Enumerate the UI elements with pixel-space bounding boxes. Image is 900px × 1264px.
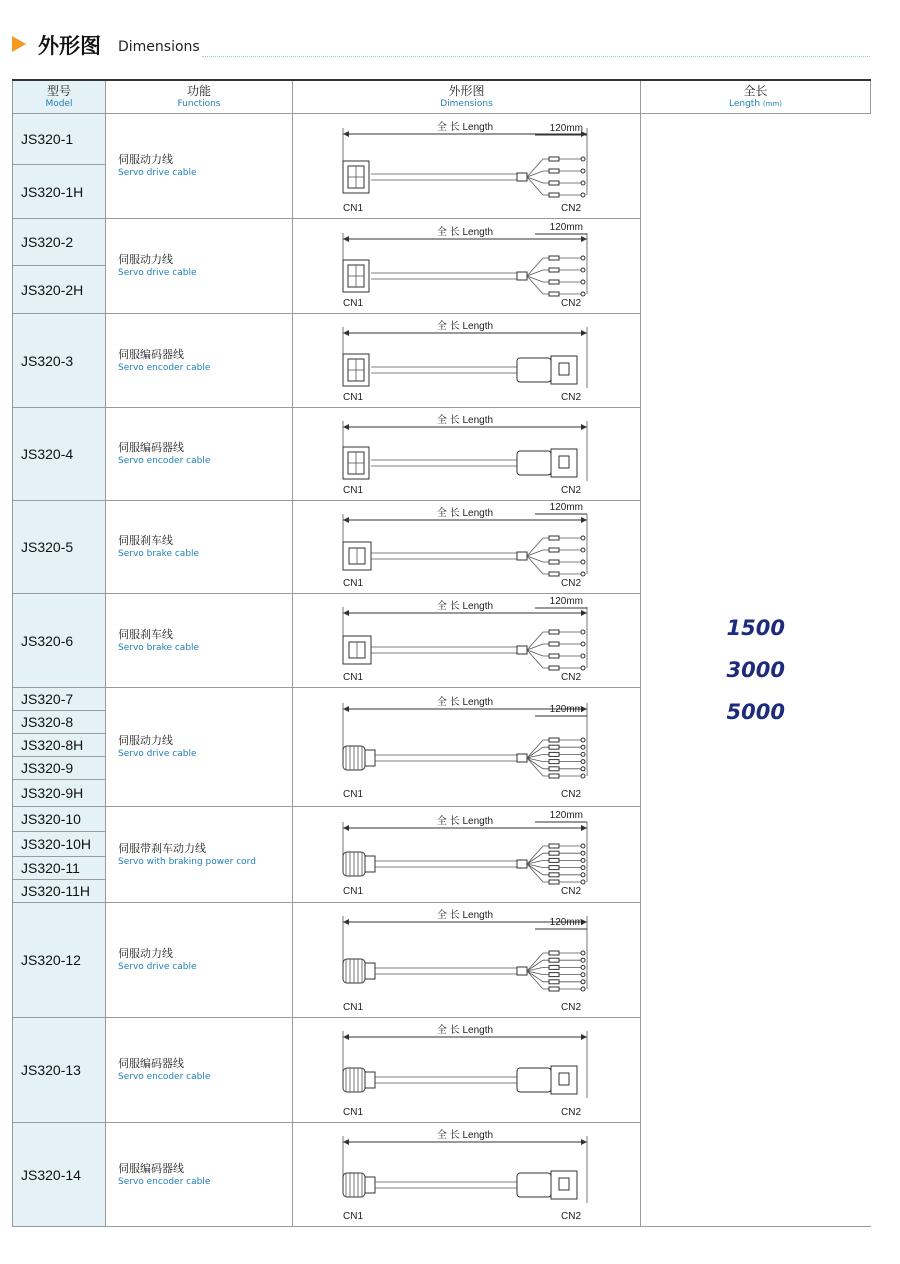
tail-length-label: 120mm <box>549 704 583 715</box>
model-cell: JS320-9H <box>13 780 106 807</box>
model-cell: JS320-13 <box>13 1018 106 1123</box>
function-zh: 伺服刹车线 <box>118 534 173 547</box>
model-cell: JS320-1 <box>13 114 106 165</box>
function-zh: 伺服编码器线 <box>118 1161 184 1175</box>
cn2-label: CN2 <box>561 789 582 800</box>
function-en: Servo drive cable <box>118 749 197 759</box>
tail-length-label: 120mm <box>549 502 583 513</box>
function-cell <box>106 903 293 1018</box>
function-zh: 伺服动力线 <box>118 734 173 747</box>
function-zh: 伺服刹车线 <box>118 627 173 641</box>
function-cell <box>106 314 293 408</box>
cable-drawing <box>293 595 639 686</box>
model-cell: JS320-1H <box>13 165 106 219</box>
cn2-label: CN2 <box>561 885 582 897</box>
length-label: 全 长 Length <box>436 508 494 519</box>
header-length: 全长 Length (mm) <box>641 80 871 114</box>
cn2-label: CN2 <box>561 485 582 496</box>
function-en: Servo drive cable <box>118 268 197 278</box>
cn1-label: CN1 <box>343 885 364 897</box>
length-label: 全 长 Length <box>436 121 494 133</box>
length-label: 全 长 Length <box>436 1025 494 1036</box>
cn2-label: CN2 <box>561 1211 582 1222</box>
function-en: Servo encoder cable <box>118 1176 211 1187</box>
dimension-cell <box>293 1123 641 1227</box>
function-cell <box>106 219 293 314</box>
function-zh: 伺服带刹车动力线 <box>118 841 206 855</box>
dimension-cell <box>293 1018 641 1123</box>
arrow-icon <box>12 36 26 52</box>
length-label: 全 长 Length <box>436 815 494 827</box>
cable-drawing <box>293 116 639 217</box>
table-header-row <box>13 80 871 114</box>
function-cell <box>106 807 293 903</box>
cn2-label: CN2 <box>561 297 582 309</box>
tail-length-label: 120mm <box>549 221 583 233</box>
cn2-label: CN2 <box>561 1002 582 1013</box>
cable-drawing <box>293 904 639 1016</box>
cable-drawing <box>293 221 639 312</box>
dimension-cell <box>293 807 641 903</box>
table-row <box>13 114 871 165</box>
function-zh: 伺服编码器线 <box>118 441 184 454</box>
length-label: 全 长 Length <box>436 415 494 426</box>
function-zh: 伺服动力线 <box>118 153 173 166</box>
cn1-label: CN1 <box>343 789 364 800</box>
function-en: Servo encoder cable <box>118 1072 211 1082</box>
cn1-label: CN1 <box>343 297 364 309</box>
tail-length-label: 120mm <box>549 917 583 928</box>
length-cell <box>641 114 871 1227</box>
header-model: 型号 Model <box>13 80 106 114</box>
function-en: Servo encoder cable <box>118 362 211 373</box>
dimension-cell <box>293 219 641 314</box>
length-value: 3000 <box>726 658 785 682</box>
cn1-label: CN1 <box>343 485 364 496</box>
function-en: Servo drive cable <box>118 962 197 972</box>
cn2-connector <box>517 1068 551 1092</box>
function-cell <box>106 594 293 688</box>
cn2-label: CN2 <box>561 202 582 214</box>
model-cell: JS320-10H <box>13 832 106 857</box>
model-cell: JS320-3 <box>13 314 106 408</box>
cn1-label: CN1 <box>343 392 364 403</box>
cn1-label: CN1 <box>343 578 364 589</box>
cable-drawing <box>293 691 639 803</box>
function-cell <box>106 408 293 501</box>
cn1-label: CN1 <box>343 1211 364 1222</box>
cable-drawing <box>293 1124 639 1225</box>
cable-drawing <box>293 1019 639 1121</box>
length-label: 全 长 Length <box>436 321 494 332</box>
section-header <box>12 30 870 60</box>
function-zh: 伺服动力线 <box>118 947 173 960</box>
dimension-cell <box>293 501 641 594</box>
tail-length-label: 120mm <box>549 122 583 134</box>
cn2-label: CN2 <box>561 1107 582 1118</box>
header-functions: 功能 Functions <box>106 80 293 114</box>
model-cell: JS320-11H <box>13 880 106 903</box>
dimension-cell <box>293 903 641 1018</box>
cn2-label: CN2 <box>561 392 582 403</box>
function-cell <box>106 501 293 594</box>
cn1-label: CN1 <box>343 1002 364 1013</box>
function-zh: 伺服动力线 <box>118 253 173 266</box>
length-label: 全 长 Length <box>436 697 494 708</box>
model-cell: JS320-2H <box>13 266 106 314</box>
model-cell: JS320-8H <box>13 734 106 757</box>
model-cell: JS320-4 <box>13 408 106 501</box>
cn2-connector <box>517 451 551 475</box>
length-value: 5000 <box>726 700 785 724</box>
length-label: 全 长 Length <box>436 601 494 612</box>
length-label: 全 长 Length <box>436 1130 494 1141</box>
model-cell: JS320-9 <box>13 757 106 780</box>
cable-drawing <box>293 409 639 499</box>
model-cell: JS320-5 <box>13 501 106 594</box>
cn2-label: CN2 <box>561 672 582 683</box>
cn1-label: CN1 <box>343 1107 364 1118</box>
section-title-zh: 外形图 <box>38 34 101 58</box>
model-cell: JS320-12 <box>13 903 106 1018</box>
dimension-cell <box>293 594 641 688</box>
function-zh: 伺服编码器线 <box>118 347 184 361</box>
header-dimensions: 外形图 Dimensions <box>293 80 641 114</box>
function-cell <box>106 114 293 219</box>
section-title-en: Dimensions <box>118 39 200 55</box>
length-label: 全 长 Length <box>436 910 494 921</box>
dimensions-table <box>12 79 871 1227</box>
model-cell: JS320-10 <box>13 807 106 832</box>
function-cell <box>106 688 293 807</box>
function-cell <box>106 1018 293 1123</box>
dimension-cell <box>293 688 641 807</box>
function-en: Servo drive cable <box>118 168 197 178</box>
cn2-label: CN2 <box>561 578 582 589</box>
dimension-cell <box>293 114 641 219</box>
model-cell: JS320-6 <box>13 594 106 688</box>
tail-length-label: 120mm <box>549 596 583 607</box>
function-en: Servo encoder cable <box>118 456 211 466</box>
cable-drawing <box>293 502 639 592</box>
cable-drawing <box>293 810 639 900</box>
dimension-cell <box>293 408 641 501</box>
cn1-label: CN1 <box>343 672 364 683</box>
dotted-divider <box>202 56 870 57</box>
function-zh: 伺服编码器线 <box>118 1057 184 1070</box>
model-cell: JS320-11 <box>13 857 106 880</box>
model-cell: JS320-8 <box>13 711 106 734</box>
length-label: 全 长 Length <box>436 226 494 238</box>
length-value: 1500 <box>726 616 785 640</box>
model-cell: JS320-2 <box>13 219 106 266</box>
function-en: Servo brake cable <box>118 642 200 653</box>
dimension-cell <box>293 314 641 408</box>
function-en: Servo with braking power cord <box>118 856 256 867</box>
tail-length-label: 120mm <box>549 809 583 821</box>
function-en: Servo brake cable <box>118 549 200 559</box>
cn2-connector <box>517 1173 551 1197</box>
cn2-connector <box>517 358 551 382</box>
model-cell: JS320-14 <box>13 1123 106 1227</box>
model-cell: JS320-7 <box>13 688 106 711</box>
cn1-label: CN1 <box>343 202 364 214</box>
function-cell <box>106 1123 293 1227</box>
cable-drawing <box>293 315 639 406</box>
